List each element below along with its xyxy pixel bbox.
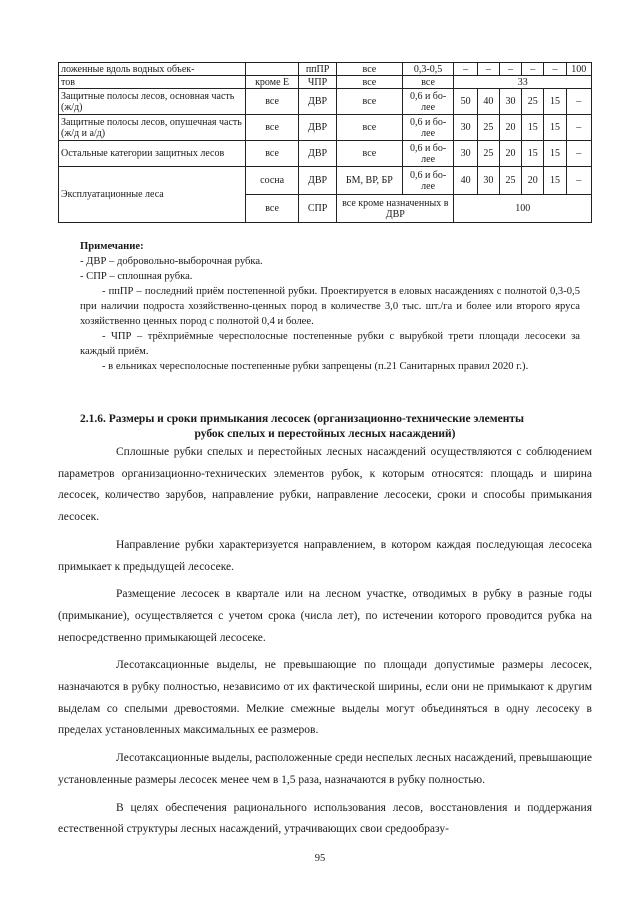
table-cell: ДВР	[299, 167, 337, 195]
table-row	[59, 115, 592, 141]
table-cell: –	[544, 63, 566, 76]
section-heading	[58, 412, 592, 442]
note-line: - СПР – сплошная рубка.	[80, 271, 193, 282]
table-cell: 20	[522, 167, 544, 195]
table-cell: 20	[499, 141, 521, 167]
table-cell: –	[454, 63, 477, 76]
table-cell: 40	[454, 167, 477, 195]
table-row	[59, 76, 592, 89]
table-cell: 0,6 и бо-лее	[402, 141, 454, 167]
table-cell: все	[402, 76, 454, 89]
table-cell: –	[566, 167, 591, 195]
note-line: - ппПР – последний приём постепенной рубки. Проектируется в еловых насаждениях с полнотой 0,3-0,5 при наличии подроста хозяйственно-ценных пород в количестве 3,0 тыс. шт./га и более или второго яруса хозяйственно ценных пород с полнотой 0,4 и более.	[80, 286, 580, 327]
table-cell: 25	[477, 141, 499, 167]
table-cell: Эксплуатационные леса	[59, 167, 246, 223]
table-cell: 30	[454, 141, 477, 167]
table-cell: 0,3-0,5	[402, 63, 454, 76]
table-cell: 15	[544, 141, 566, 167]
table-cell: Защитные полосы лесов, опушечная часть (ж/д и а/д)	[59, 115, 246, 141]
table-cell: 50	[454, 89, 477, 115]
table-cell: 15	[544, 167, 566, 195]
table-cell: все	[246, 195, 299, 223]
table-cell: все	[337, 141, 403, 167]
table-cell: все	[337, 63, 403, 76]
notes-title: Примечание:	[80, 241, 144, 252]
table-cell: Защитные полосы лесов, основная часть (ж/д)	[59, 89, 246, 115]
table-cell: 0,6 и бо-лее	[402, 115, 454, 141]
section-heading-line: 2.1.6. Размеры и сроки примыкания лесосек (организационно-технические элементы	[80, 413, 524, 425]
table-cell: –	[566, 89, 591, 115]
table-cell: 33	[454, 76, 592, 89]
paragraph: В целях обеспечения рационального использования лесов, восстановления и поддержания естественной структуры лесных насаждений, утрачивающих свои средообразу-	[58, 801, 592, 836]
table-cell: 100	[454, 195, 592, 223]
felling-parameters-table	[58, 62, 592, 223]
paragraph: Направление рубки характеризуется направлением, в котором каждая последующая лесосека примыкает к предыдущей лесосеке.	[58, 538, 592, 573]
table-row	[59, 141, 592, 167]
table-cell: все	[337, 76, 403, 89]
table-cell: –	[499, 63, 521, 76]
table-cell: 40	[477, 89, 499, 115]
table-row	[59, 89, 592, 115]
table-cell: ложенные вдоль водных объек-	[59, 63, 246, 76]
note-line: - ДВР – добровольно-выборочная рубка.	[80, 256, 263, 267]
table-cell: сосна	[246, 167, 299, 195]
table-cell: тов	[59, 76, 246, 89]
table-cell: все кроме назначенных в ДВР	[337, 195, 454, 223]
table-cell: все	[337, 115, 403, 141]
page-number: 95	[314, 853, 326, 864]
table-cell: 100	[566, 63, 591, 76]
table-cell: СПР	[299, 195, 337, 223]
table-cell: все	[246, 115, 299, 141]
table-cell: 0,6 и бо-лее	[402, 89, 454, 115]
table-cell: 30	[477, 167, 499, 195]
section-heading-line: рубок спелых и перестойных лесных насаждений)	[194, 428, 456, 440]
section-body	[58, 442, 592, 847]
paragraph: Размещение лесосек в квартале или на лесном участке, отводимых в рубку в разные годы (примыкание), осуществляется с учетом срока (числа лет), по истечении которого проводится рубка на непосредственно примыкающей лесосеке.	[58, 588, 592, 644]
table-cell: ДВР	[299, 115, 337, 141]
table-row	[59, 167, 592, 195]
table-cell: Остальные категории защитных лесов	[59, 141, 246, 167]
table-cell: 0,6 и бо-лее	[402, 167, 454, 195]
table-cell: ДВР	[299, 89, 337, 115]
table-cell: –	[477, 63, 499, 76]
table-cell: 20	[499, 115, 521, 141]
table-cell: все	[337, 89, 403, 115]
table-cell: ппПР	[299, 63, 337, 76]
table-cell: ЧПР	[299, 76, 337, 89]
table-cell: кроме Е	[246, 76, 299, 89]
table-cell: БМ, ВР, БР	[337, 167, 403, 195]
table-row	[59, 63, 592, 76]
paragraph: Сплошные рубки спелых и перестойных лесных насаждений осуществляются с соблюдением параметров организационно-технических элементов рубок, к которым относятся: площадь и ширина лесосек, количество зарубов, направление рубки, направление лесосеки, сроки и способы примыкания лесосек.	[58, 446, 592, 524]
paragraph: Лесотаксационные выделы, не превышающие по площади допустимые размеры лесосек, назначаются в рубку полностью, независимо от их фактической ширины, если они не примыкают к другим выделам со спелыми древостоями. Мелкие смежные выделы могут объединяться в одну лесосеку в пределах установленных максимальных ее размеров.	[58, 659, 592, 737]
table-cell: –	[566, 115, 591, 141]
table-cell: 15	[544, 89, 566, 115]
note-line: - ЧПР – трёхприёмные чересполосные постепенные рубки с вырубкой трети площади лесосеки за каждый приём.	[80, 331, 580, 357]
notes-block	[80, 239, 580, 374]
table-cell: –	[566, 141, 591, 167]
note-line: - в ельниках чересполосные постепенные рубки запрещены (п.21 Санитарных правил 2020 г.).	[102, 361, 529, 372]
table-cell: 25	[499, 167, 521, 195]
table-cell: 15	[522, 141, 544, 167]
table-cell: ДВР	[299, 141, 337, 167]
table-cell: 25	[477, 115, 499, 141]
table-cell: все	[246, 89, 299, 115]
table-cell: 15	[522, 115, 544, 141]
table-cell: 15	[544, 115, 566, 141]
table-cell: –	[522, 63, 544, 76]
table-cell: 30	[454, 115, 477, 141]
table-cell: 25	[522, 89, 544, 115]
table-cell	[246, 63, 299, 76]
paragraph: Лесотаксационные выделы, расположенные среди неспелых лесных насаждений, превышающие установленные размеры лесосек менее чем в 1,5 раза, назначаются в рубку полностью.	[58, 752, 592, 786]
table-cell: 30	[499, 89, 521, 115]
table-cell: все	[246, 141, 299, 167]
